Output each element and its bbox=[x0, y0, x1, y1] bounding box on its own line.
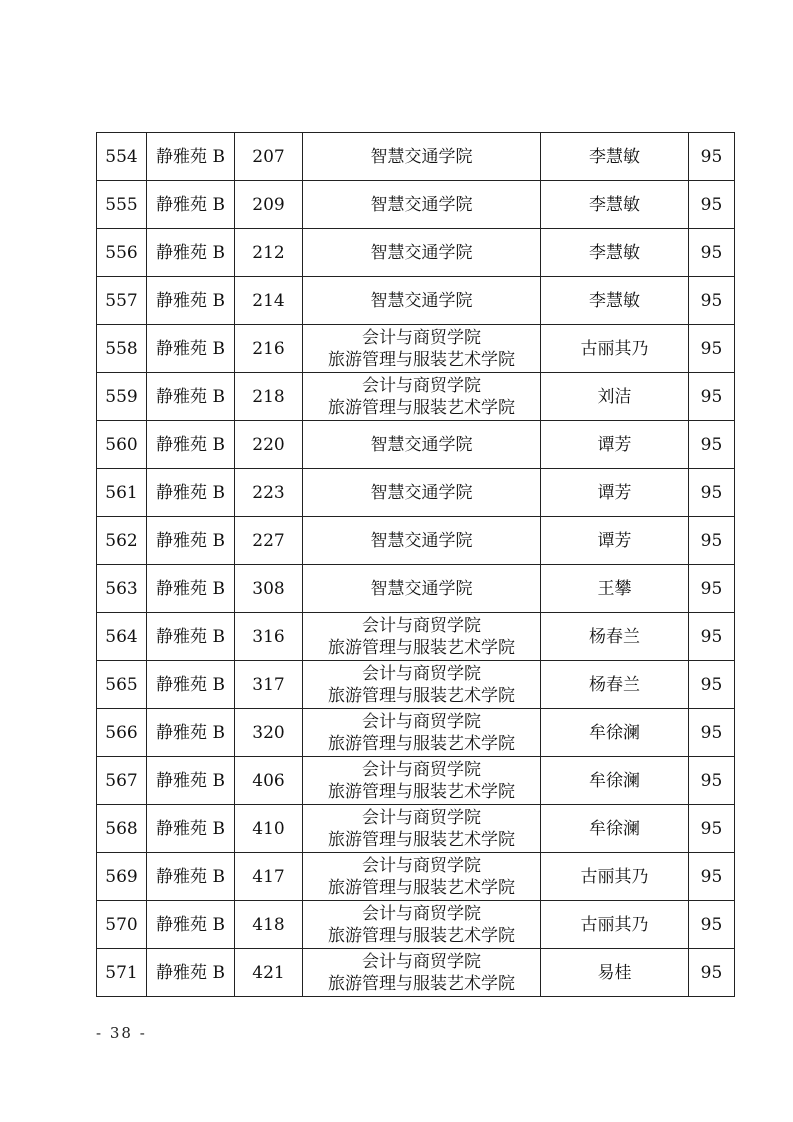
score-cell: 95 bbox=[689, 229, 735, 277]
room-cell: 212 bbox=[235, 229, 303, 277]
college-name: 会计与商贸学院 bbox=[362, 759, 481, 780]
table-row bbox=[97, 277, 735, 325]
college-cell bbox=[303, 613, 541, 661]
table-row bbox=[97, 901, 735, 949]
table-row bbox=[97, 421, 735, 469]
room-cell: 227 bbox=[235, 517, 303, 565]
score-cell: 95 bbox=[689, 373, 735, 421]
score-cell: 95 bbox=[689, 613, 735, 661]
table-row bbox=[97, 325, 735, 373]
room-cell: 220 bbox=[235, 421, 303, 469]
row-number-cell: 570 bbox=[97, 901, 147, 949]
room-cell: 209 bbox=[235, 181, 303, 229]
college-cell bbox=[303, 517, 541, 565]
college-cell bbox=[303, 133, 541, 181]
person-cell: 李慧敏 bbox=[541, 277, 689, 325]
college-cell bbox=[303, 421, 541, 469]
building-cell: 静雅苑 B bbox=[147, 133, 235, 181]
college-name: 旅游管理与服装艺术学院 bbox=[328, 829, 515, 850]
person-cell: 古丽其乃 bbox=[541, 853, 689, 901]
building-cell: 静雅苑 B bbox=[147, 517, 235, 565]
college-name: 会计与商贸学院 bbox=[362, 375, 481, 396]
table-row bbox=[97, 565, 735, 613]
table-row bbox=[97, 373, 735, 421]
building-cell: 静雅苑 B bbox=[147, 757, 235, 805]
college-name: 会计与商贸学院 bbox=[362, 327, 481, 348]
college-name: 会计与商贸学院 bbox=[362, 951, 481, 972]
room-cell: 410 bbox=[235, 805, 303, 853]
person-cell: 古丽其乃 bbox=[541, 325, 689, 373]
person-cell: 谭芳 bbox=[541, 421, 689, 469]
building-cell: 静雅苑 B bbox=[147, 565, 235, 613]
room-cell: 418 bbox=[235, 901, 303, 949]
person-cell: 谭芳 bbox=[541, 469, 689, 517]
row-number-cell: 565 bbox=[97, 661, 147, 709]
college-cell bbox=[303, 709, 541, 757]
person-cell: 杨春兰 bbox=[541, 613, 689, 661]
college-name: 旅游管理与服装艺术学院 bbox=[328, 685, 515, 706]
college-name: 会计与商贸学院 bbox=[362, 663, 481, 684]
college-name: 智慧交通学院 bbox=[370, 194, 473, 215]
college-name: 智慧交通学院 bbox=[370, 290, 473, 311]
building-cell: 静雅苑 B bbox=[147, 949, 235, 997]
person-cell: 王攀 bbox=[541, 565, 689, 613]
college-cell bbox=[303, 901, 541, 949]
college-name: 旅游管理与服装艺术学院 bbox=[328, 349, 515, 370]
person-cell: 易桂 bbox=[541, 949, 689, 997]
room-cell: 406 bbox=[235, 757, 303, 805]
page-number: - 38 - bbox=[96, 1024, 147, 1042]
college-cell bbox=[303, 805, 541, 853]
college-name: 智慧交通学院 bbox=[370, 434, 473, 455]
building-cell: 静雅苑 B bbox=[147, 373, 235, 421]
score-cell: 95 bbox=[689, 133, 735, 181]
college-name: 旅游管理与服装艺术学院 bbox=[328, 397, 515, 418]
table-row bbox=[97, 181, 735, 229]
college-name: 智慧交通学院 bbox=[370, 482, 473, 503]
row-number-cell: 563 bbox=[97, 565, 147, 613]
row-number-cell: 560 bbox=[97, 421, 147, 469]
college-name: 旅游管理与服装艺术学院 bbox=[328, 781, 515, 802]
person-cell: 牟徐澜 bbox=[541, 805, 689, 853]
college-cell bbox=[303, 229, 541, 277]
building-cell: 静雅苑 B bbox=[147, 421, 235, 469]
table-row bbox=[97, 229, 735, 277]
row-number-cell: 571 bbox=[97, 949, 147, 997]
college-cell bbox=[303, 949, 541, 997]
row-number-cell: 567 bbox=[97, 757, 147, 805]
person-cell: 李慧敏 bbox=[541, 133, 689, 181]
person-cell: 牟徐澜 bbox=[541, 709, 689, 757]
room-cell: 320 bbox=[235, 709, 303, 757]
table-row bbox=[97, 469, 735, 517]
score-cell: 95 bbox=[689, 661, 735, 709]
person-cell: 刘洁 bbox=[541, 373, 689, 421]
college-name: 旅游管理与服装艺术学院 bbox=[328, 637, 515, 658]
building-cell: 静雅苑 B bbox=[147, 277, 235, 325]
room-cell: 214 bbox=[235, 277, 303, 325]
score-cell: 95 bbox=[689, 901, 735, 949]
row-number-cell: 559 bbox=[97, 373, 147, 421]
college-name: 会计与商贸学院 bbox=[362, 855, 481, 876]
college-cell bbox=[303, 277, 541, 325]
building-cell: 静雅苑 B bbox=[147, 613, 235, 661]
row-number-cell: 566 bbox=[97, 709, 147, 757]
college-cell bbox=[303, 373, 541, 421]
room-cell: 316 bbox=[235, 613, 303, 661]
college-cell bbox=[303, 757, 541, 805]
college-cell bbox=[303, 661, 541, 709]
row-number-cell: 562 bbox=[97, 517, 147, 565]
row-number-cell: 557 bbox=[97, 277, 147, 325]
room-cell: 417 bbox=[235, 853, 303, 901]
table-row bbox=[97, 661, 735, 709]
room-cell: 421 bbox=[235, 949, 303, 997]
row-number-cell: 568 bbox=[97, 805, 147, 853]
score-cell: 95 bbox=[689, 805, 735, 853]
building-cell: 静雅苑 B bbox=[147, 661, 235, 709]
building-cell: 静雅苑 B bbox=[147, 853, 235, 901]
table-row bbox=[97, 709, 735, 757]
table-row bbox=[97, 613, 735, 661]
person-cell: 李慧敏 bbox=[541, 229, 689, 277]
building-cell: 静雅苑 B bbox=[147, 469, 235, 517]
row-number-cell: 564 bbox=[97, 613, 147, 661]
table-row bbox=[97, 805, 735, 853]
table-row bbox=[97, 517, 735, 565]
row-number-cell: 569 bbox=[97, 853, 147, 901]
room-cell: 308 bbox=[235, 565, 303, 613]
college-name: 智慧交通学院 bbox=[370, 578, 473, 599]
room-cell: 317 bbox=[235, 661, 303, 709]
score-cell: 95 bbox=[689, 181, 735, 229]
row-number-cell: 555 bbox=[97, 181, 147, 229]
person-cell: 牟徐澜 bbox=[541, 757, 689, 805]
building-cell: 静雅苑 B bbox=[147, 901, 235, 949]
table-row bbox=[97, 949, 735, 997]
person-cell: 杨春兰 bbox=[541, 661, 689, 709]
table-body bbox=[97, 133, 735, 997]
building-cell: 静雅苑 B bbox=[147, 805, 235, 853]
college-cell bbox=[303, 853, 541, 901]
score-cell: 95 bbox=[689, 757, 735, 805]
college-cell bbox=[303, 565, 541, 613]
college-name: 旅游管理与服装艺术学院 bbox=[328, 925, 515, 946]
score-cell: 95 bbox=[689, 325, 735, 373]
table-row bbox=[97, 757, 735, 805]
person-cell: 谭芳 bbox=[541, 517, 689, 565]
row-number-cell: 558 bbox=[97, 325, 147, 373]
person-cell: 李慧敏 bbox=[541, 181, 689, 229]
row-number-cell: 561 bbox=[97, 469, 147, 517]
college-name: 会计与商贸学院 bbox=[362, 711, 481, 732]
person-cell: 古丽其乃 bbox=[541, 901, 689, 949]
table-row bbox=[97, 133, 735, 181]
college-cell bbox=[303, 469, 541, 517]
score-cell: 95 bbox=[689, 949, 735, 997]
building-cell: 静雅苑 B bbox=[147, 709, 235, 757]
score-cell: 95 bbox=[689, 853, 735, 901]
college-cell bbox=[303, 325, 541, 373]
table-row bbox=[97, 853, 735, 901]
score-cell: 95 bbox=[689, 565, 735, 613]
building-cell: 静雅苑 B bbox=[147, 181, 235, 229]
room-cell: 216 bbox=[235, 325, 303, 373]
college-name: 智慧交通学院 bbox=[370, 530, 473, 551]
college-name: 旅游管理与服装艺术学院 bbox=[328, 733, 515, 754]
college-name: 会计与商贸学院 bbox=[362, 615, 481, 636]
room-cell: 207 bbox=[235, 133, 303, 181]
college-cell bbox=[303, 181, 541, 229]
score-cell: 95 bbox=[689, 277, 735, 325]
score-cell: 95 bbox=[689, 709, 735, 757]
dormitory-table bbox=[96, 132, 735, 997]
college-name: 智慧交通学院 bbox=[370, 242, 473, 263]
row-number-cell: 556 bbox=[97, 229, 147, 277]
score-cell: 95 bbox=[689, 469, 735, 517]
score-cell: 95 bbox=[689, 421, 735, 469]
college-name: 旅游管理与服装艺术学院 bbox=[328, 877, 515, 898]
college-name: 智慧交通学院 bbox=[370, 146, 473, 167]
building-cell: 静雅苑 B bbox=[147, 229, 235, 277]
room-cell: 223 bbox=[235, 469, 303, 517]
college-name: 会计与商贸学院 bbox=[362, 903, 481, 924]
building-cell: 静雅苑 B bbox=[147, 325, 235, 373]
score-cell: 95 bbox=[689, 517, 735, 565]
college-name: 旅游管理与服装艺术学院 bbox=[328, 973, 515, 994]
room-cell: 218 bbox=[235, 373, 303, 421]
row-number-cell: 554 bbox=[97, 133, 147, 181]
college-name: 会计与商贸学院 bbox=[362, 807, 481, 828]
